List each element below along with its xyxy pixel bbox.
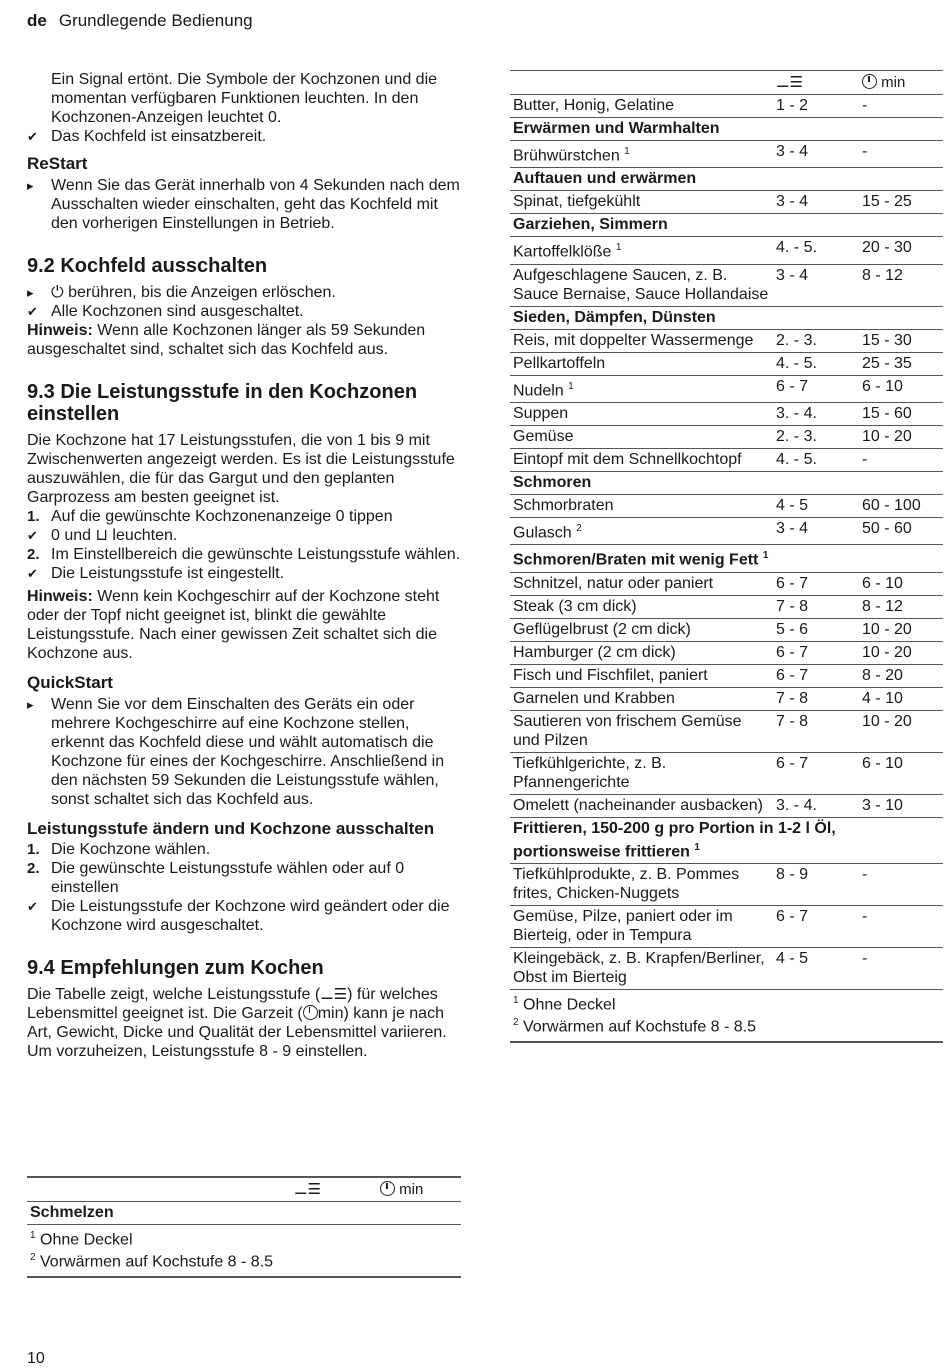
table-row: Suppen 3. - 4. 15 - 60 [510, 402, 943, 425]
table-category-row: Frittieren, 150-200 g pro Portion in 1-2 l Öl, portionsweise frittieren $^1$ [510, 817, 943, 863]
s93-step-1: 1. Auf die gewünschte Kochzonenanzeige 0 tippen [27, 508, 393, 525]
clock-icon [862, 74, 877, 89]
left-table [27, 1176, 461, 1278]
footnote-2: $^2$ Vorwärmen auf Kochstufe 8 - 8.5 [513, 1017, 757, 1036]
restart-heading: ReStart [27, 154, 88, 173]
clock-icon [303, 1005, 318, 1020]
footnote-1: $^1$ Ohne Deckel [513, 994, 616, 1014]
table-footnotes [510, 989, 943, 1041]
power-level-icon: ⚊☰ [291, 1177, 377, 1202]
s92-step: ▸ ⏻ berühren, bis die Anzeigen erlöschen. [27, 284, 336, 301]
table-footnotes [27, 1225, 461, 1277]
arrow-icon: ▸ [27, 285, 34, 300]
intro-text: Ein Signal ertönt. Die Symbole der Kochzonen und die momentan verfügbaren Funktionen leuchten. In den Kochzonen-Anzeigen leuchtet 0. [51, 71, 438, 126]
s93-step-2: 2. Im Einstellbereich die gewünschte Leistungsstufe wählen. [27, 546, 461, 563]
footnote-2: $^2$ Vorwärmen auf Kochstufe 8 - 8.5 [30, 1252, 274, 1271]
table-category-row: Erwärmen und Warmhalten [510, 118, 943, 141]
check-icon: ✔ [27, 899, 38, 914]
power-icon: ⏻ [51, 284, 64, 301]
arrow-icon: ▸ [27, 178, 34, 193]
s93-text: Die Kochzone hat 17 Leistungsstufen, die von 1 bis 9 mit Zwischenwerten angezeigt werden. Es ist die Leistungsstufe auszuwählen, die für das Gargut und den geplanten Garprozess am besten geeignet ist. [27, 432, 455, 506]
table-category-row: Schmoren/Braten mit wenig Fett $^1$ [510, 545, 943, 572]
table-row: Gemüse 2. - 3. 10 - 20 [510, 425, 943, 448]
power-level-icon: ⚊☰ [773, 71, 859, 95]
table-row: Spinat, tiefgekühlt 3 - 4 15 - 25 [510, 191, 943, 214]
table-row: Garnelen und Krabben 7 - 8 4 - 10 [510, 687, 943, 710]
table-row: Eintopf mit dem Schnellkochtopf 4. - 5. - [510, 448, 943, 471]
result-line: ✔ Das Kochfeld ist einsatzbereit. [27, 128, 267, 145]
table-header: ⚊☰ min [510, 71, 943, 95]
s92-result: ✔ Alle Kochzonen sind ausgeschaltet. [27, 303, 304, 320]
check-icon: ✔ [27, 304, 38, 319]
page-header [27, 11, 253, 31]
power-level-icon: ⚊☰ [320, 986, 348, 1003]
right-table [510, 70, 943, 1043]
check-icon: ✔ [27, 528, 38, 543]
quickstart-step: ▸ Wenn Sie vor dem Einschalten des Geräts ein oder mehrere Kochgeschirre auf eine Kochzone stellen, erkennt das Kochfeld diese und wählt automatisch die Kochzone für eines der Kochgeschirre. Anschließend in den nächsten 59 Sekunden die Leistungsstufe wählen, sonst schaltet sich das Kochfeld aus. [27, 696, 445, 808]
table-row: Tiefkühlgerichte, z. B. Pfannengerichte 6 - 7 6 - 10 [510, 752, 943, 794]
table-row: Schmorbraten 4 - 5 60 - 100 [510, 494, 943, 517]
table-header: ⚊☰ min [27, 1177, 461, 1202]
table-row: Gulasch $^2$ 3 - 4 50 - 60 [510, 517, 943, 544]
clock-icon [380, 1181, 395, 1196]
table-row: Reis, mit doppelter Wassermenge 2. - 3. 15 - 30 [510, 329, 943, 352]
table-category-row: Schmoren [510, 471, 943, 494]
section-9-4-heading: 9.4 Empfehlungen zum Kochen [27, 957, 324, 979]
page-number: 10 [27, 1350, 45, 1367]
table-row: Geflügelbrust (2 cm dick) 5 - 6 10 - 20 [510, 618, 943, 641]
quickstart-heading: QuickStart [27, 673, 113, 692]
table-row: Kleingebäck, z. B. Krapfen/Berliner, Obst im Bierteig 4 - 5 - [510, 947, 943, 989]
table-row: Hamburger (2 cm dick) 6 - 7 10 - 20 [510, 641, 943, 664]
check-icon: ✔ [27, 129, 38, 144]
s93-note: Hinweis: Wenn kein Kochgeschirr auf der Kochzone steht oder der Topf nicht geeignet ist, blinkt die gewählte Leistungsstufe. Nach einer gewissen Zeit schaltet sich die Kochzone aus. [27, 588, 440, 662]
table-row: Butter, Honig, Gelatine 1 - 2 - [510, 95, 943, 118]
arrow-icon: ▸ [27, 697, 34, 712]
check-icon: ✔ [27, 566, 38, 581]
s93-result-2: ✔ Die Leistungsstufe ist eingestellt. [27, 565, 285, 582]
restart-step: ▸ Wenn Sie das Gerät innerhalb von 4 Sekunden nach dem Ausschalten wieder einschalten, geht das Kochfeld mit den vorherigen Einstellungen in Betrieb. [27, 177, 460, 232]
change-step-2: 2. Die gewünschte Leistungsstufe wählen oder auf 0 einstellen [27, 860, 405, 896]
table-row: Sautieren von frischem Gemüse und Pilzen 7 - 8 10 - 20 [510, 710, 943, 752]
table-row: Aufgeschlagene Saucen, z. B. Sauce Bernaise, Sauce Hollandaise 3 - 4 8 - 12 [510, 264, 943, 306]
table-category-row: Auftauen und erwärmen [510, 168, 943, 191]
table-row: Schmelzen [27, 1202, 461, 1225]
table-row: Omelett (nacheinander ausbacken) 3. - 4. 3 - 10 [510, 794, 943, 817]
left-column [27, 70, 462, 1061]
language-code: de [27, 11, 47, 30]
table-row: Steak (3 cm dick) 7 - 8 8 - 12 [510, 595, 943, 618]
table-row: Brühwürstchen $^1$ 3 - 4 - [510, 141, 943, 168]
table-category-row: Sieden, Dämpfen, Dünsten [510, 306, 943, 329]
s92-note: Hinweis: Wenn alle Kochzonen länger als 59 Sekunden ausgeschaltet sind, schaltet sich das Kochfeld aus. [27, 322, 426, 358]
table-row: Gemüse, Pilze, paniert oder im Bierteig, oder in Tempura 6 - 7 - [510, 905, 943, 947]
change-step-1: 1. Die Kochzone wählen. [27, 841, 211, 858]
table-row: Fisch und Fischfilet, paniert 6 - 7 8 - 20 [510, 664, 943, 687]
table-row: Kartoffelklöße $^1$ 4. - 5. 20 - 30 [510, 237, 943, 264]
footnote-1: $^1$ Ohne Deckel [30, 1230, 133, 1249]
table-row: Tiefkühlprodukte, z. B. Pommes frites, Chicken-Nuggets 8 - 9 - [510, 863, 943, 905]
change-level-heading: Leistungsstufe ändern und Kochzone ausschalten [27, 819, 435, 838]
change-result: ✔ Die Leistungsstufe der Kochzone wird geändert oder die Kochzone wird ausgeschaltet. [27, 898, 450, 934]
table-category-row: Garziehen, Simmern [510, 214, 943, 237]
table-row: Schnitzel, natur oder paniert 6 - 7 6 - 10 [510, 572, 943, 595]
s94-text: Die Tabelle zeigt, welche Leistungsstufe (⚊☰) für welches Lebensmittel geeignet ist. Die Garzeit ( min) kann je nach Art, Gewicht, Dicke und Qualität der Lebensmittel variieren. Um vorzuheizen, Leistungsstufe 8 - 9 einstellen. [27, 986, 447, 1060]
s93-result-1: ✔ 0 und ⊔ leuchten. [27, 527, 178, 544]
section-9-3-heading: 9.3 Die Leistungsstufe in den Kochzonen einstellen [27, 381, 418, 425]
section-title: Grundlegende Bedienung [58, 11, 253, 30]
table-row: Nudeln $^1$ 6 - 7 6 - 10 [510, 375, 943, 402]
table-row: Pellkartoffeln 4. - 5. 25 - 35 [510, 352, 943, 375]
section-9-2-heading: 9.2 Kochfeld ausschalten [27, 255, 268, 277]
